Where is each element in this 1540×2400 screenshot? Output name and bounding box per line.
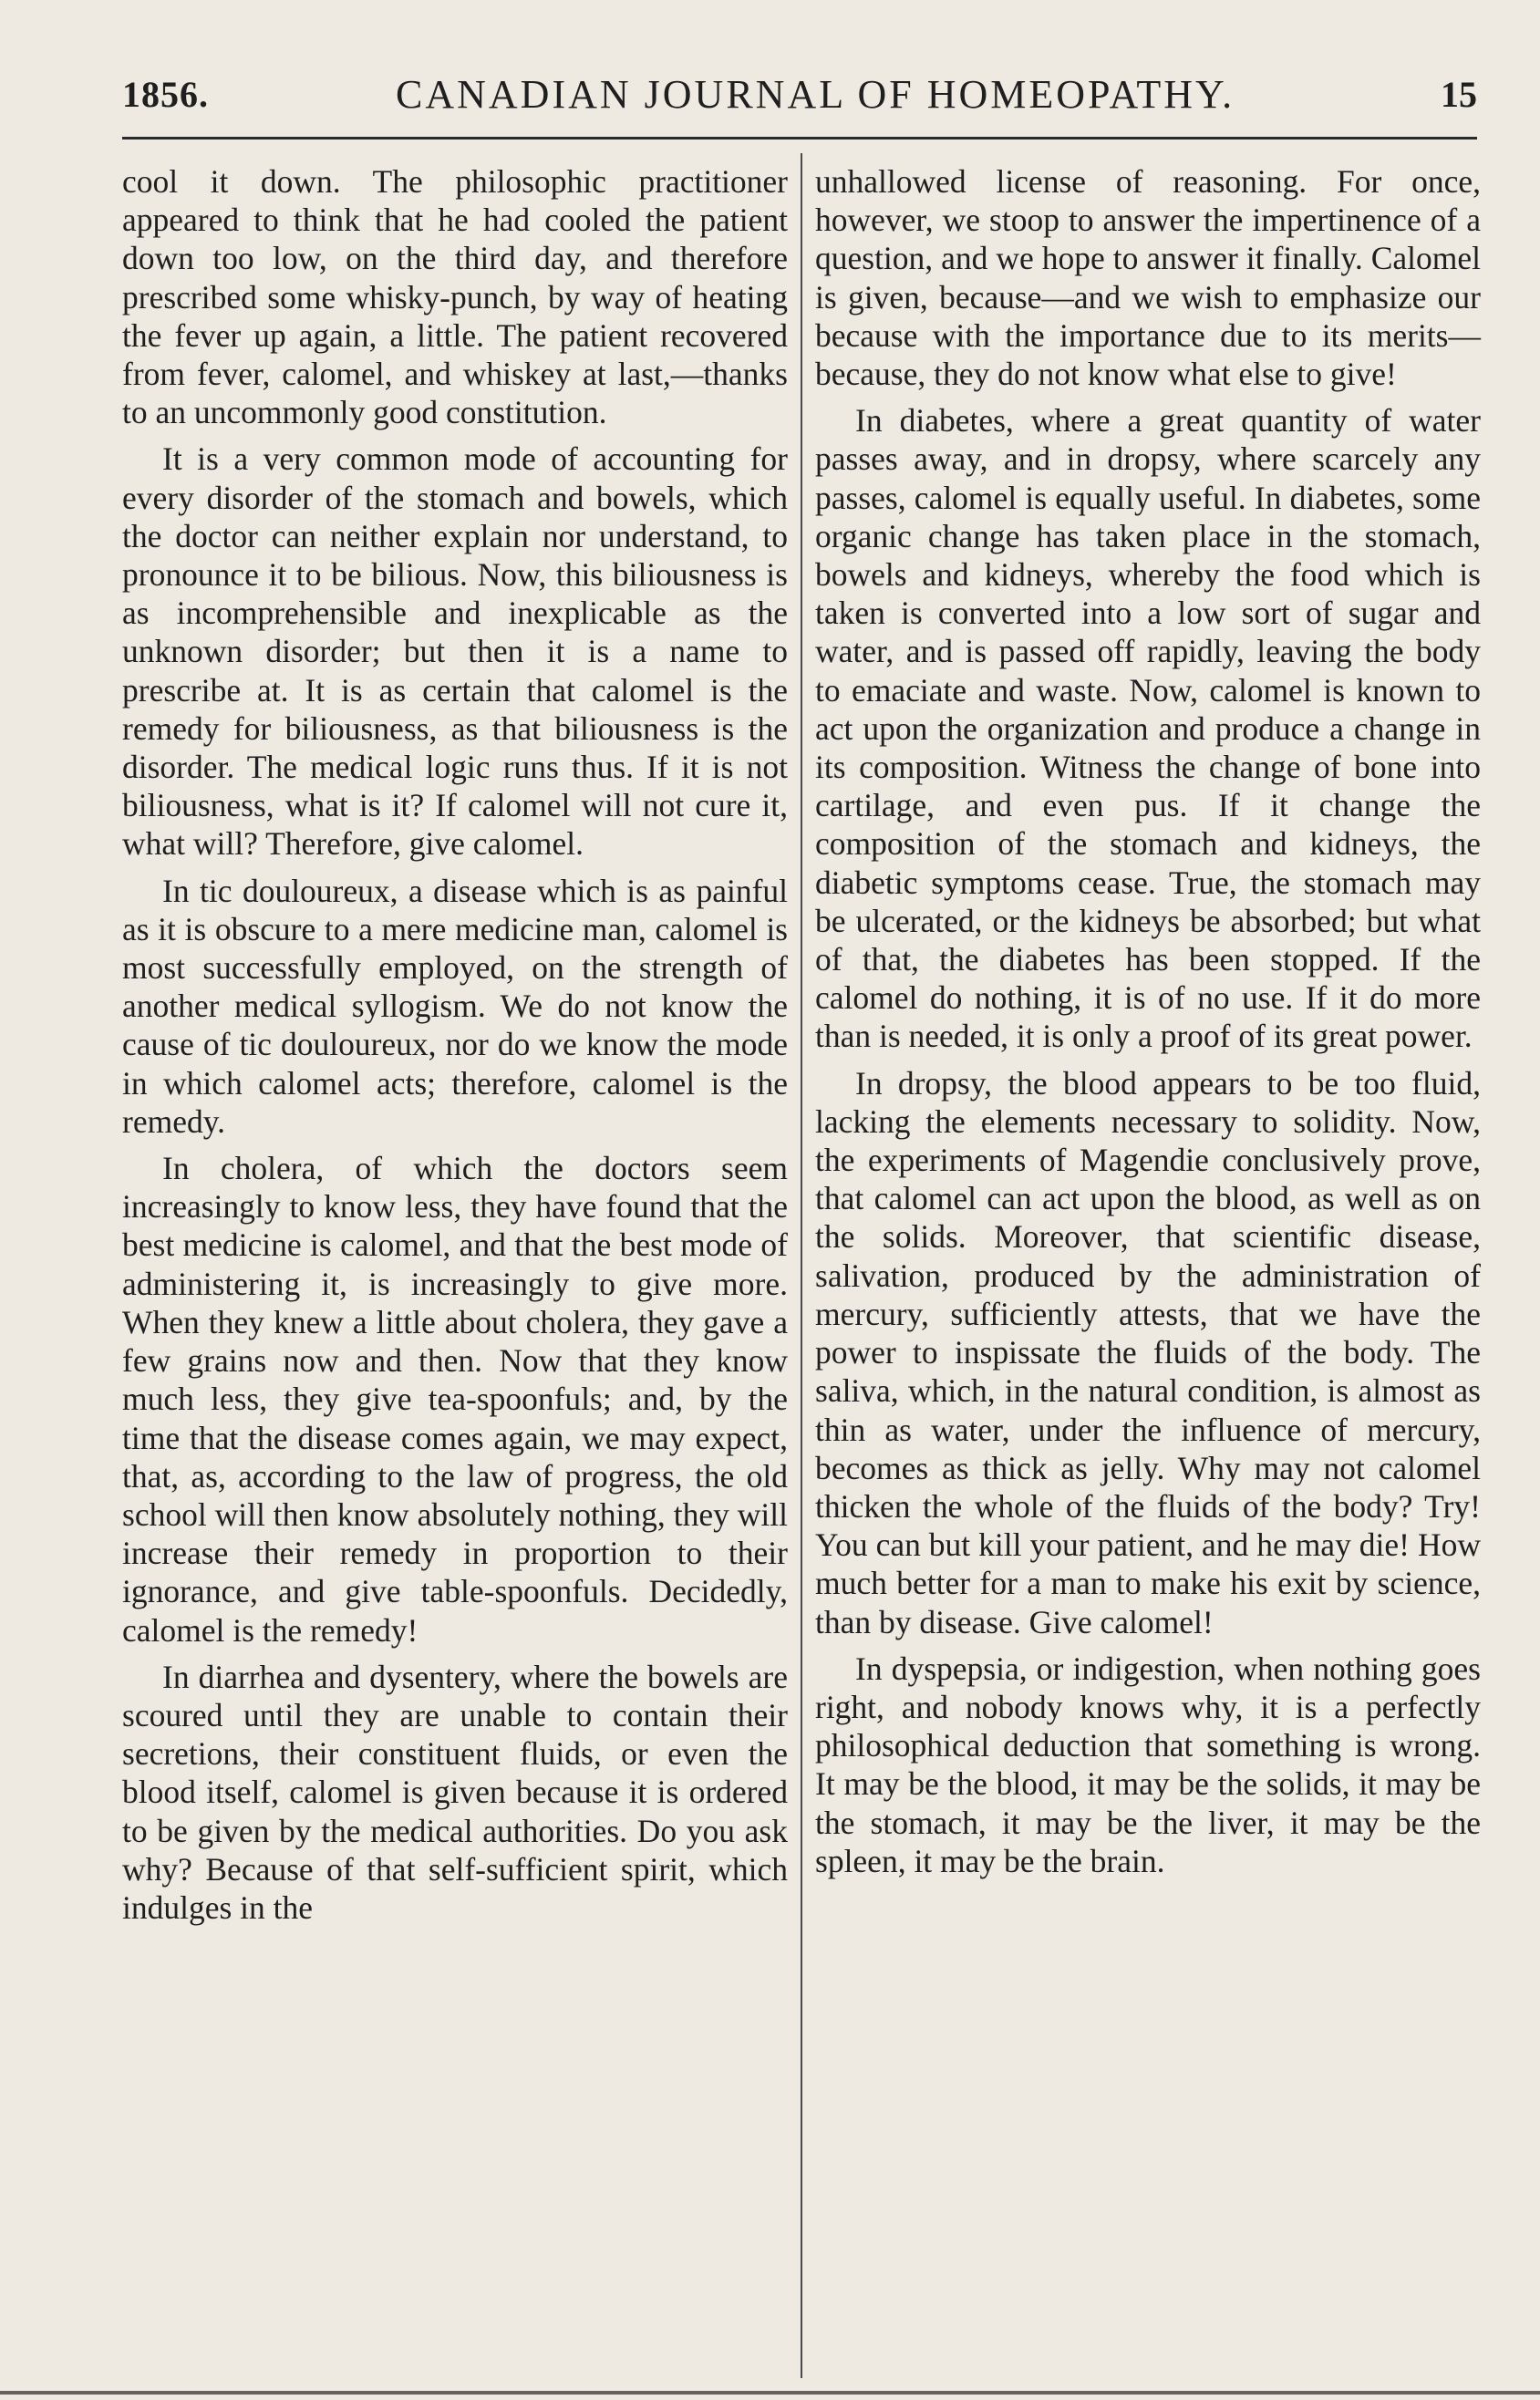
paragraph: unhallowed license of reasoning. For once, however, we stoop to answer the impertinence of a question, and we hope to answer it finally. Calomel is given, because—and we wish to emphasize our because with the importance due to its merits—because, they do not know what else to give! [815, 163, 1481, 393]
header-rule [122, 137, 1477, 140]
paragraph: In diabetes, where a great quantity of water passes away, and in dropsy, where scarcely any passes, calomel is equally useful. In diabetes, some organic change has taken place in the stomach, bowels and kidneys, whereby the food which is taken is converted into a low sort of sugar and water, and is passed off rapidly, leaving the body to emaciate and waste. Now, calomel is known to act upon the organization and produce a change in its composition. Witness the change of bone into cartilage, and even pus. If it change the composition of the stomach and kidneys, the diabetic symptoms cease. True, the stomach may be ulcerated, or the kidneys be absorbed; but what of that, the diabetes has been stopped. If the calomel do nothing, it is of no use. If it do more than is needed, it is only a proof of its great power. [815, 402, 1481, 1055]
running-header [122, 66, 1477, 120]
column-divider [801, 153, 802, 2378]
left-column [122, 162, 788, 1935]
paragraph: cool it down. The philosophic practitioner appeared to think that he had cooled the patient down too low, on the third day, and therefore prescribed some whisky-punch, by way of heating the fever up again, a little. The patient recovered from fever, calomel, and whiskey at last,—thanks to an uncommonly good constitution. [122, 163, 788, 431]
paragraph: It is a very common mode of accounting for every disorder of the stomach and bowels, which the doctor can neither explain nor understand, to pronounce it to be bilious. Now, this biliousness is as incomprehensible and inexplicable as the unknown disorder; but then it is a name to prescribe at. It is as certain that calomel is the remedy for biliousness, as that biliousness is the disorder. The medical logic runs thus. If it is not biliousness, what is it? If calomel will not cure it, what will? Therefore, give calomel. [122, 440, 788, 863]
right-column [815, 162, 1481, 1888]
journal-title: CANADIAN JOURNAL OF HOMEOPATHY. [396, 72, 1235, 117]
paragraph: In tic douloureux, a disease which is as painful as it is obscure to a mere medicine man, calomel is most successfully employed, on the strength of another medical syllogism. We do not know the cause of tic douloureux, nor do we know the mode in which calomel acts; therefore, calomel is the remedy. [122, 872, 788, 1140]
header-year: 1856. [122, 74, 209, 115]
paragraph: In dyspepsia, or indigestion, when nothing goes right, and nobody knows why, it is a perfectly philosophical deduction that something is wrong. It may be the blood, it may be the solids, it may be the stomach, it may be the liver, it may be the spleen, it may be the brain. [815, 1650, 1481, 1879]
page-edge-line [0, 2391, 1540, 2395]
paragraph: In dropsy, the blood appears to be too fluid, lacking the elements necessary to solidity. Now, the experiments of Magendie conclusively prove, that calomel can act upon the blood, as well as on the solids. Moreover, that scientific disease, salivation, produced by the administration of mercury, sufficiently attests, that we have the power to inspissate the fluids of the body. The saliva, which, in the natural condition, is almost as thin as water, under the influence of mercury, becomes as thick as jelly. Why may not calomel thicken the whole of the fluids of the body? Try! You can but kill your patient, and he may die! How much better for a man to make his exit by science, than by disease. Give calomel! [815, 1064, 1481, 1640]
page-number: 15 [1441, 74, 1477, 115]
paragraph: In cholera, of which the doctors seem increasingly to know less, they have found that the best medicine is calomel, and that the best mode of administering it, is increasingly to give more. When they knew a little about cholera, they gave a few grains now and then. Now that they know much less, they give tea-spoonfuls; and, by the time that the disease comes again, we may expect, that, as, according to the law of progress, the old school will then know absolutely nothing, they will increase their remedy in proportion to their ignorance, and give table-spoonfuls. Decidedly, calomel is the remedy! [122, 1150, 788, 1649]
paragraph: In diarrhea and dysentery, where the bowels are scoured until they are unable to contain their secretions, their constituent fluids, or even the blood itself, calomel is given because it is ordered to be given by the medical authorities. Do you ask why? Because of that self-sufficient spirit, which indulges in the [122, 1658, 788, 1926]
